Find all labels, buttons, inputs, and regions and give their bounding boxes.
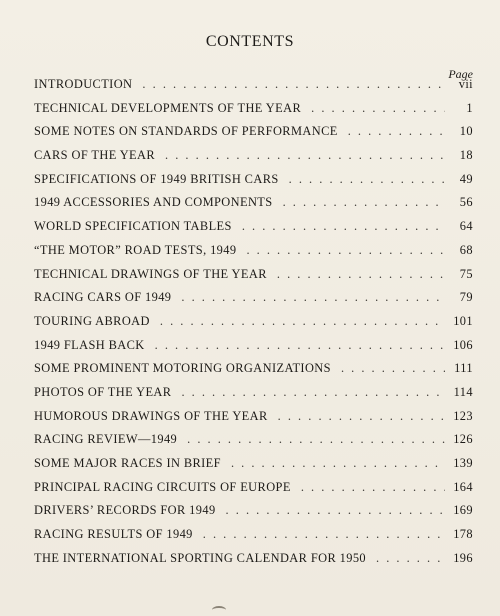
toc-entry-page: 196 bbox=[453, 550, 473, 565]
toc-entry-page: 114 bbox=[453, 384, 473, 399]
dot-leader bbox=[242, 215, 445, 239]
dot-leader bbox=[277, 263, 445, 287]
toc-entry-page: 106 bbox=[453, 337, 473, 352]
toc-entry bbox=[34, 476, 473, 500]
toc-entry-title: TECHNICAL DRAWINGS OF THE YEAR bbox=[34, 266, 267, 281]
toc-entry bbox=[34, 499, 473, 523]
toc-entry-page: vii bbox=[458, 77, 473, 91]
toc-entry-page: 18 bbox=[459, 148, 473, 163]
toc-entry-title: RACING CARS OF 1949 bbox=[34, 290, 172, 305]
dot-leader bbox=[231, 452, 445, 476]
dot-leader bbox=[311, 97, 445, 121]
toc-entry-title: CARS OF THE YEAR bbox=[34, 148, 156, 163]
dot-leader bbox=[160, 310, 445, 334]
toc-entry-page: 10 bbox=[459, 124, 473, 139]
toc-entry-title: TOURING ABROAD bbox=[34, 313, 150, 328]
dot-leader bbox=[376, 547, 445, 571]
toc-entry-title: 1949 FLASH BACK bbox=[34, 337, 145, 352]
toc-entry-page: 49 bbox=[459, 171, 473, 186]
toc-entry bbox=[34, 215, 473, 239]
toc-entry-title: WORLD SPECIFICATION TABLES bbox=[34, 219, 232, 234]
toc-entry-page: 111 bbox=[454, 361, 473, 376]
dot-leader bbox=[181, 286, 445, 310]
toc-entry bbox=[34, 263, 473, 287]
dot-leader bbox=[142, 73, 445, 97]
dot-leader bbox=[278, 405, 445, 429]
table-of-contents bbox=[34, 73, 473, 570]
toc-entry-page: 101 bbox=[453, 313, 473, 328]
toc-entry-title: SOME PROMINENT MOTORING ORGANIZATIONS bbox=[34, 361, 331, 376]
dot-leader bbox=[289, 168, 445, 192]
toc-entry-title: PHOTOS OF THE YEAR bbox=[34, 384, 172, 399]
toc-entry bbox=[34, 239, 473, 263]
toc-entry-page: 126 bbox=[453, 432, 473, 447]
toc-entry-page: 75 bbox=[459, 266, 473, 281]
toc-entry bbox=[34, 144, 473, 168]
toc-entry-page: 139 bbox=[453, 456, 473, 470]
toc-entry-title: DRIVERS’ RECORDS FOR 1949 bbox=[34, 503, 216, 518]
dot-leader bbox=[165, 144, 445, 168]
toc-entry bbox=[34, 310, 473, 334]
toc-entry-title: SOME NOTES ON STANDARDS OF PERFORMANCE bbox=[34, 124, 338, 139]
toc-entry bbox=[34, 334, 473, 358]
toc-entry-title: TECHNICAL DEVELOPMENTS OF THE YEAR bbox=[34, 100, 302, 115]
toc-entry bbox=[34, 73, 473, 97]
dot-leader bbox=[203, 523, 445, 547]
page-title: CONTENTS bbox=[205, 33, 295, 50]
toc-entry-page: 79 bbox=[459, 290, 473, 305]
toc-entry bbox=[34, 523, 473, 547]
toc-entry-title: HUMOROUS DRAWINGS OF THE YEAR bbox=[34, 408, 268, 423]
toc-entry-page: 68 bbox=[459, 242, 473, 257]
toc-entry-page: 164 bbox=[453, 479, 473, 494]
toc-entry-page: 178 bbox=[453, 527, 473, 542]
page-column-label: Page bbox=[448, 67, 473, 81]
toc-entry bbox=[34, 547, 473, 571]
toc-entry-page: 123 bbox=[453, 408, 473, 423]
toc-entry-title: PRINCIPAL RACING CIRCUITS OF EUROPE bbox=[34, 479, 291, 494]
toc-entry-title: 1949 ACCESSORIES AND COMPONENTS bbox=[34, 195, 273, 210]
toc-entry bbox=[34, 120, 473, 144]
toc-entry-title: SPECIFICATIONS OF 1949 BRITISH CARS bbox=[34, 171, 279, 186]
toc-entry-page: 56 bbox=[459, 195, 473, 210]
toc-entry bbox=[34, 168, 473, 192]
dot-leader bbox=[341, 357, 445, 381]
toc-entry-title: “THE MOTOR” ROAD TESTS, 1949 bbox=[34, 242, 237, 257]
ornament-icon bbox=[212, 606, 226, 614]
dot-leader bbox=[187, 428, 445, 452]
toc-entry bbox=[34, 191, 473, 215]
toc-entry-title: RACING REVIEW—1949 bbox=[34, 432, 178, 447]
dot-leader bbox=[283, 191, 445, 215]
toc-entry bbox=[34, 405, 473, 429]
toc-entry-page: 169 bbox=[453, 503, 473, 518]
toc-entry bbox=[34, 97, 473, 121]
toc-entry-title: SOME MAJOR RACES IN BRIEF bbox=[34, 456, 221, 470]
toc-entry-title: THE INTERNATIONAL SPORTING CALENDAR FOR 1950 bbox=[34, 550, 367, 565]
dot-leader bbox=[301, 476, 445, 500]
toc-entry-page: 1 bbox=[466, 100, 473, 115]
toc-entry bbox=[34, 357, 473, 381]
dot-leader bbox=[226, 499, 445, 523]
toc-entry-title: INTRODUCTION bbox=[34, 77, 133, 91]
dot-leader bbox=[348, 120, 445, 144]
toc-entry bbox=[34, 452, 473, 476]
dot-leader bbox=[246, 239, 445, 263]
toc-entry bbox=[34, 428, 473, 452]
toc-entry bbox=[34, 286, 473, 310]
toc-entry-page: 64 bbox=[459, 219, 473, 234]
dot-leader bbox=[181, 381, 445, 405]
toc-entry-title: RACING RESULTS OF 1949 bbox=[34, 527, 193, 542]
toc-entry bbox=[34, 381, 473, 405]
dot-leader bbox=[155, 334, 445, 358]
